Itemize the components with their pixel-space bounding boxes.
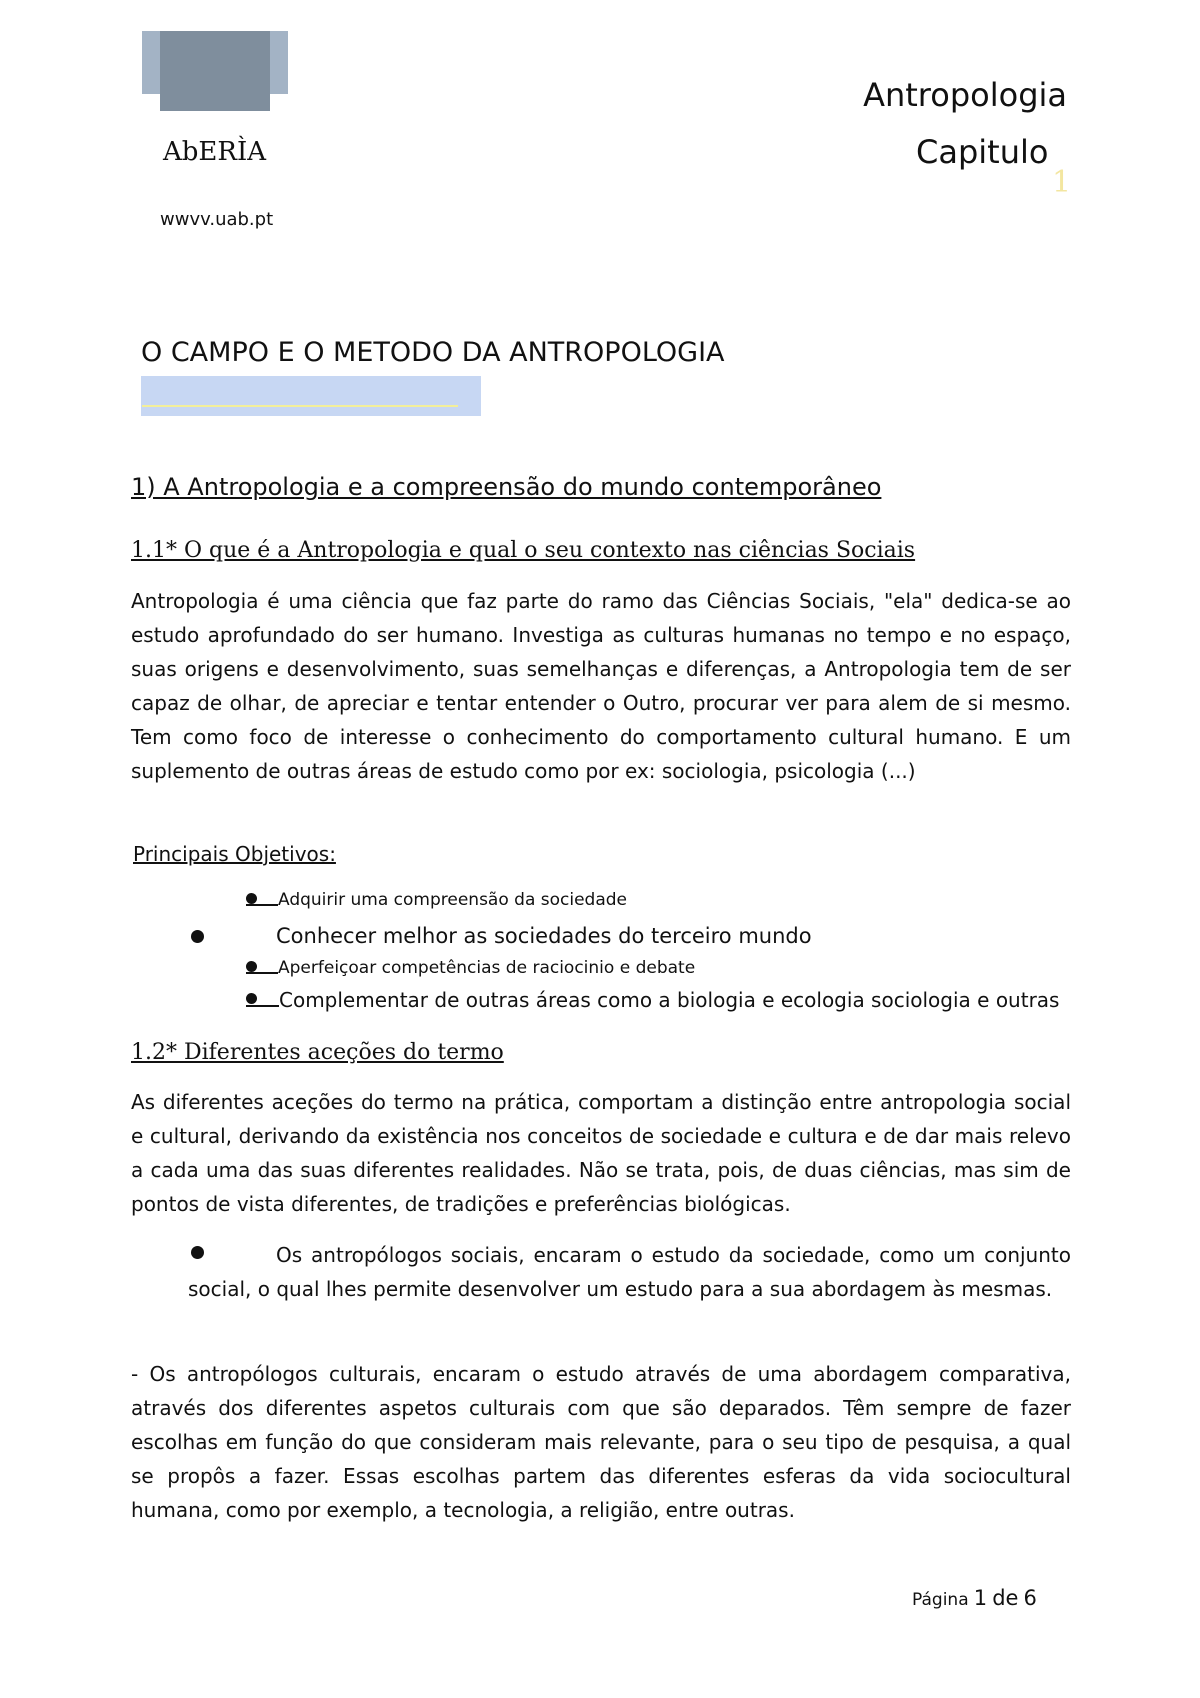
paragraph-social-anthropologists: Os antropólogos sociais, encaram o estudo da sociedade, como um conjunto social, o qual lhes permite desenvolver um estudo para a sua abordagem às mesmas.	[188, 1243, 1071, 1301]
page-of: de	[992, 1586, 1019, 1610]
objective-text: Adquirir uma compreensão da sociedade	[278, 890, 628, 910]
bullet-icon	[246, 993, 257, 1004]
chapter-label: Capitulo	[916, 133, 1049, 171]
page-word: Página	[912, 1590, 969, 1610]
org-name: AbERÌA	[163, 137, 267, 167]
section-heading-1-2: 1.2* Diferentes aceções do termo	[131, 1040, 504, 1065]
logo-block-front	[160, 31, 270, 111]
bullet-icon	[246, 893, 257, 904]
page-number	[912, 1586, 1037, 1610]
page-total: 6	[1023, 1586, 1037, 1610]
section-heading-1: 1) A Antropologia e a compreensão do mundo contemporâneo	[131, 473, 882, 501]
title-highlight-bar	[141, 376, 481, 416]
document-title: O CAMPO E O METODO DA ANTROPOLOGIA	[141, 337, 725, 368]
objective-text: Complementar de outras áreas como a biologia e ecologia sociologia e outras	[279, 988, 1060, 1012]
paragraph-anthropology-definition: Antropologia é uma ciência que faz parte do ramo das Ciências Sociais, "ela" dedica-se ao estudo aprofundado do ser humano. Investiga as culturas humanas no tempo e no espaço, suas origens e desenvolvimento, suas semelhanças e diferenças, a Antropologia tem de ser capaz de olhar, de apreciar e tentar entender o Outro, procurar ver para alem de si mesmo. Tem como foco de interesse o conhecimento do comportamento cultural humano. E um suplemento de outras áreas de estudo como por ex: sociologia, psicologia (...)	[131, 589, 1071, 783]
bullet-icon	[246, 961, 257, 972]
bullet-icon	[191, 930, 204, 943]
chapter-number: 1	[1052, 165, 1072, 200]
bullet-underline	[246, 904, 278, 906]
title-highlight-underline	[142, 405, 458, 407]
course-title: Antropologia	[863, 76, 1067, 114]
objective-text: Aperfeiçoar competências de raciocinio e debate	[278, 958, 696, 978]
paragraph-cultural-anthropologists: - Os antropólogos culturais, encaram o estudo através de uma abordagem comparativa, através dos diferentes aspetos culturais com que são deparados. Têm sempre de fazer escolhas em função do que consideram mais relevante, para o seu tipo de pesquisa, a qual se propôs a fazer. Essas escolhas partem das diferentes esferas da vida sociocultural humana, como por exemplo, a tecnologia, a religião, entre outras.	[131, 1362, 1071, 1522]
objective-text: Conhecer melhor as sociedades do terceiro mundo	[276, 924, 812, 948]
paragraph-different-meanings: As diferentes aceções do termo na prática, comportam a distinção entre antropologia social e cultural, derivando da existência nos conceitos de sociedade e cultura e de dar mais relevo a cada uma das suas diferentes realidades. Não se trata, pois, de duas ciências, mas sim de pontos de vista diferentes, de tradições e preferências biológicas.	[131, 1090, 1071, 1216]
page-current: 1	[973, 1586, 988, 1610]
bullet-underline	[246, 972, 278, 974]
bullet-underline	[246, 1005, 279, 1007]
section-heading-1-1: 1.1* O que é a Antropologia e qual o seu contexto nas ciências Sociais	[131, 538, 916, 563]
objectives-label: Principais Objetivos:	[133, 842, 336, 866]
org-url: wwvv.uab.pt	[160, 209, 274, 230]
